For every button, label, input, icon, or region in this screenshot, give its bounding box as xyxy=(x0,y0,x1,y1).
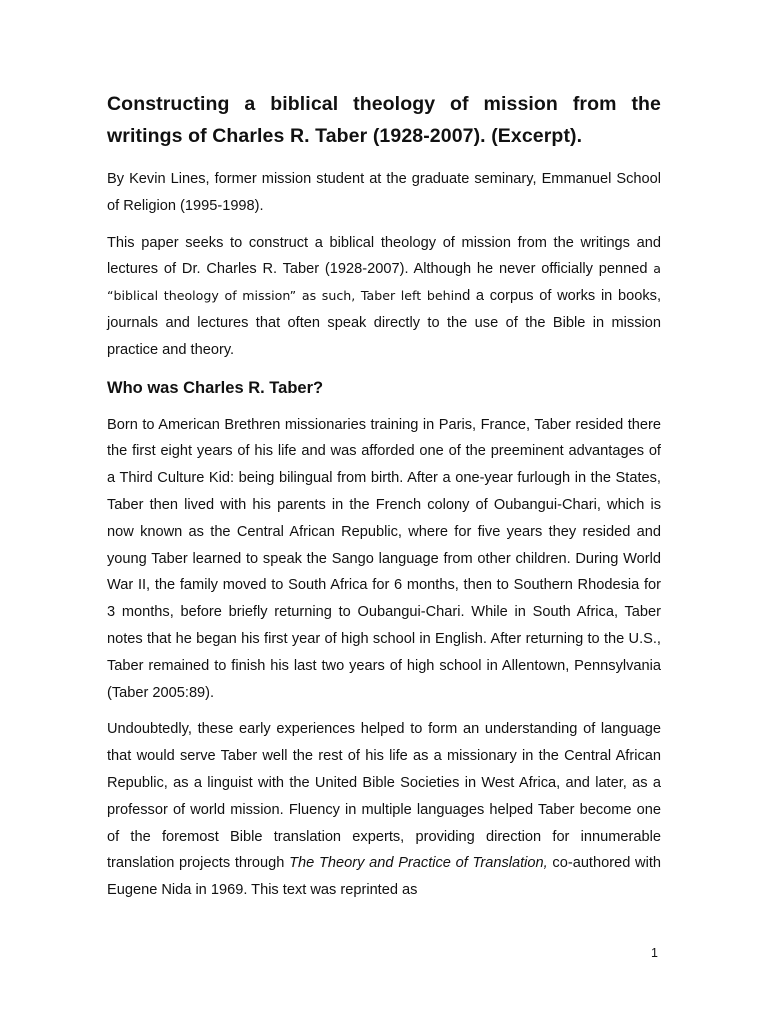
page-number: 1 xyxy=(651,946,658,960)
section-heading: Who was Charles R. Taber? xyxy=(107,378,324,397)
biography-paragraph: Born to American Brethren missionaries training in Paris, France, Taber resided there the first eight years of his life and was afforded one of the preeminent advantages of a Third Culture Kid: being bilingual from birth. After a one-year furlough in the States, Taber then lived with his parents in the French colony of Oubangui-Chari, which is now known as the Central African Republic, where for five years they resided and young Taber learned to speak the Sango language from other children. During World War II, the family moved to South Africa for 6 months, then to Southern Rhodesia for 3 months, before briefly returning to Oubangui-Chari. While in South Africa, Taber notes that he began his first year of high school in English. After returning to the U.S., Taber remained to finish his last two years of high school in Allentown, Pennsylvania (Taber 2005:89). xyxy=(107,416,661,701)
language-text-part2: co-authored with Eugene Nida in 1969. This text was reprinted as xyxy=(107,855,661,899)
intro-paragraph xyxy=(107,230,661,364)
book-title: The Theory and Practice of Translation, xyxy=(289,855,548,872)
intro-text-part3: d a corpus of works in books, journals and lectures that often speak directly to the use of the Bible in mission practice and theory. xyxy=(107,288,662,358)
language-paragraph xyxy=(107,716,661,904)
page-content xyxy=(107,88,661,914)
language-text-part1: Undoubtedly, these early experiences helped to form an understanding of language that would serve Taber well the rest of his life as a missionary in the Central African Republic, as a linguist with the United Bible Societies in West Africa, and later, as a professor of world mission. Fluency in multiple languages helped Taber become one of the foremost Bible translation experts, providing direction for innumerable translation projects through xyxy=(107,721,661,872)
intro-text-part1: This paper seeks to construct a biblical theology of mission from the writings and lectures of Dr. Charles R. Taber (1928-2007). Although he never officially penned xyxy=(107,234,661,278)
byline: By Kevin Lines, former mission student at the graduate seminary, Emmanuel School of Religion (1995-1998). xyxy=(107,171,661,214)
intro-text-part2: a “biblical theology of mission” as such, Taber left behin xyxy=(107,261,661,304)
document-title: Constructing a biblical theology of mission from the writings of Charles R. Taber (1928-2007). (Excerpt). xyxy=(107,93,661,147)
